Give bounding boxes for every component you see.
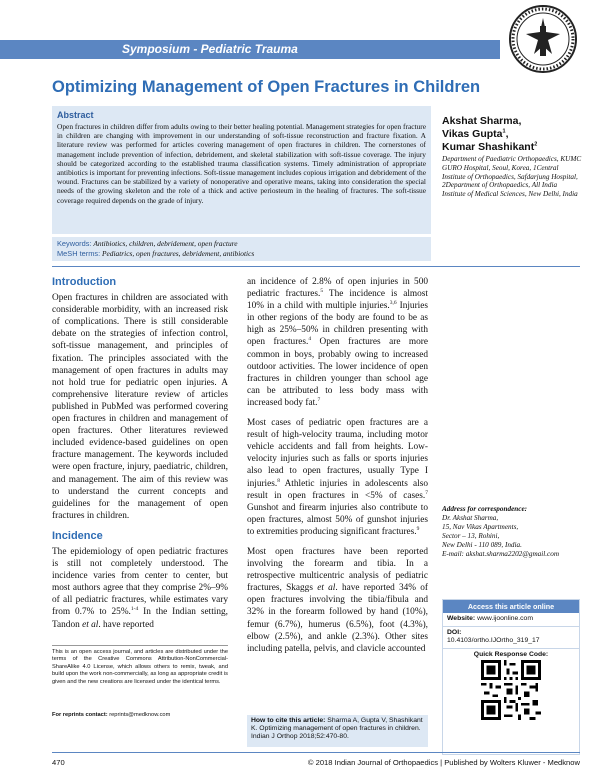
author-3: Kumar Shashikant: [442, 141, 535, 153]
column-middle: [247, 276, 428, 663]
correspondence-address: Address for correspondence: Dr. Akshat Sharma, 15, Nav Vikas Apartments, Sector – 13, Rohini, New Delhi - 110 089, India. E-mail: akshat.sharma2202@gmail.com: [442, 505, 582, 559]
journal-seal-logo: [508, 4, 578, 74]
keywords-label: Keywords:: [57, 239, 92, 248]
divider: [52, 266, 580, 267]
section-label: Symposium - Pediatric Trauma: [122, 42, 298, 56]
incidence-paragraph: The epidemiology of open pediatric fractures is still not completely understood. The incidence varies from center to center, but most authors agree that they comprise 2%–9% of all pediatric fractures, while estimates vary from 0.7% to 25%.$^{1-4}$ In the Indian setting, Tandon et al. have reported: [52, 546, 228, 630]
intro-paragraph: Open fractures in children are associated with considerable morbidity, with an increased risk of complications. There is still considerable debate on the strategies of infection control, soft-tissue management, and principles of fixation. The principles associated with the management of open fractures in adults may not hold true for pediatric open injuries. A comprehensive literature review of articles published in PubMed was performed covering open fractures in children and management of open fractures. Other literatures reviewed included evidence-based guidelines on open fracture management. The keywords included were open fracture, injury, paediatric, children, and management. The aim of this review was to understand the current concepts and guidelines for the management of open fractures in children.: [52, 293, 228, 521]
article-title: Optimizing Management of Open Fractures in Children: [52, 78, 481, 96]
citation-text: Sharma A, Gupta V, Shashikant K. Optimizing management of open fractures in children. Indian J Orthop 2018;52:470-80.: [251, 717, 423, 741]
access-heading: Access this article online: [443, 600, 579, 613]
website-row: Website: www.ijoonline.com: [443, 613, 579, 627]
mesh-label: MeSH terms:: [57, 248, 101, 258]
qr-code[interactable]: [481, 660, 541, 720]
body-paragraph-3: Most open fractures have been reported involving the forearm and tibia. In a retrospective multicentric analysis of pediatric fractures, Skaggs et al. have reported 34% of open fractures involving the tibia/fibula and 32% in the forearm followed by hand (10%), femur (6.7%), humerus (6.5%), foot (4.3%), elbow (2.5%), and ankle (2.3%). Other sites including patella, pelvis, and clavicle accounted: [247, 546, 428, 654]
doi-link[interactable]: 10.4103/ortho.IJOrtho_319_17: [447, 637, 540, 644]
mesh-text: Pediatrics, open fractures, debridement, antibiotics: [101, 248, 255, 258]
section-heading-introduction: Introduction: [52, 276, 117, 288]
body-paragraph-1: an incidence of 2.8% of open injuries in 500 pediatric fractures.$^5$ The incidence is almost 10% in a child with multiple injuries.$^{3,6}$ Injuries in other regions of the body are found to be as high as 25%–50% in children presenting with open fractures.$^4$ Open fractures are more common in boys, probably owing to increased outdoor activities. The lower incidence of open fractures in children younger than school age can be attributed to less body mass with increased body fat.$^7$: [247, 277, 428, 408]
affiliations: Department of Paediatric Orthopaedics, KUMC GURO Hospital, Seoul, Korea, 1Central Institute of Orthopaedics, Safdarjung Hospital, 2Department of Orthopaedics, All India Institute of Medical Sciences, New Delhi, India: [442, 155, 582, 199]
column-left: [52, 272, 228, 639]
author-2: Vikas Gupta: [442, 128, 503, 140]
keywords-text: Antibiotics, children, debridement, open fracture: [93, 239, 238, 248]
open-access-notice: This is an open access journal, and articles are distributed under the terms of the Creative Commons Attribution-NonCommercial-ShareAlike 4.0 License, which allows others to remix, tweak, and build upon the work non-commercially, as long as appropriate credit is given and the new creations are licensed under the identical terms.: [52, 645, 228, 686]
page-number: 470: [52, 758, 65, 767]
correspondence-email[interactable]: E-mail: akshat.sharma2202@gmail.com: [442, 550, 560, 558]
section-heading-incidence: Incidence: [52, 529, 103, 542]
website-link[interactable]: www.ijoonline.com: [477, 615, 534, 622]
abstract-text: Open fractures in children differ from adults owing to their better healing potential. Management strategies for open fracture in children are changing with improvement in our understanding of soft-tissue reconstruction and fracture fixation. A literature review was performed for articles covering management of open fractures in children. The cornerstones of management include prevention of infection, debridement, and skeletal stabilization with soft-tissue coverage. The injury should be categorized according to the established trauma classification systems. Timely administration of appropriate antibiotics is important for preventing infections. Soft-tissue management includes copious irrigation and debridement of the wound. Fractures can be stabilized by a variety of nonoperative and operative means, taking into consideration the special needs of the growing skeleton and the role of a thick and active periosteum in the healing of fractures. The soft-tissue coverage required depends on the grade of injury.: [57, 122, 426, 205]
abstract-box: [52, 106, 431, 234]
correspondence-label: Address for correspondence:: [442, 505, 528, 513]
author-1: Akshat Sharma,: [442, 115, 522, 127]
access-article-box: [442, 599, 580, 755]
abstract-heading: Abstract: [57, 110, 94, 120]
footer-divider: [52, 752, 580, 753]
citation-box: [247, 715, 428, 747]
copyright: © 2018 Indian Journal of Orthopaedics | Published by Wolters Kluwer - Medknow: [307, 758, 580, 767]
doi-row: DOI: 10.4103/ortho.IJOrtho_319_17: [443, 627, 579, 649]
reprints-email[interactable]: reprints@medknow.com: [109, 712, 171, 718]
keywords-box: [52, 237, 431, 261]
author-list: Akshat Sharma, Vikas Gupta$^1$, Kumar Shashikant$^2$: [442, 115, 582, 154]
reprints-contact: For reprints contact: reprints@medknow.com: [52, 712, 171, 718]
citation-label: How to cite this article:: [251, 717, 326, 724]
body-paragraph-2: Most cases of pediatric open fractures are a result of high-velocity trauma, including motor vehicle accidents and fall from heights. Low-velocity injuries such as falls or sports injuries also lead to open fractures, usually Type I injuries.$^8$ Athletic injuries in adolescents also result in open fractures in <5% of cases.$^7$ Gunshot and firearm injuries also contribute to open fractures, almost 50% of gunshot injuries to extremities producing significant fractures.$^9$: [247, 418, 428, 537]
section-banner: [0, 40, 500, 59]
qr-label: Quick Response Code:: [473, 650, 549, 658]
